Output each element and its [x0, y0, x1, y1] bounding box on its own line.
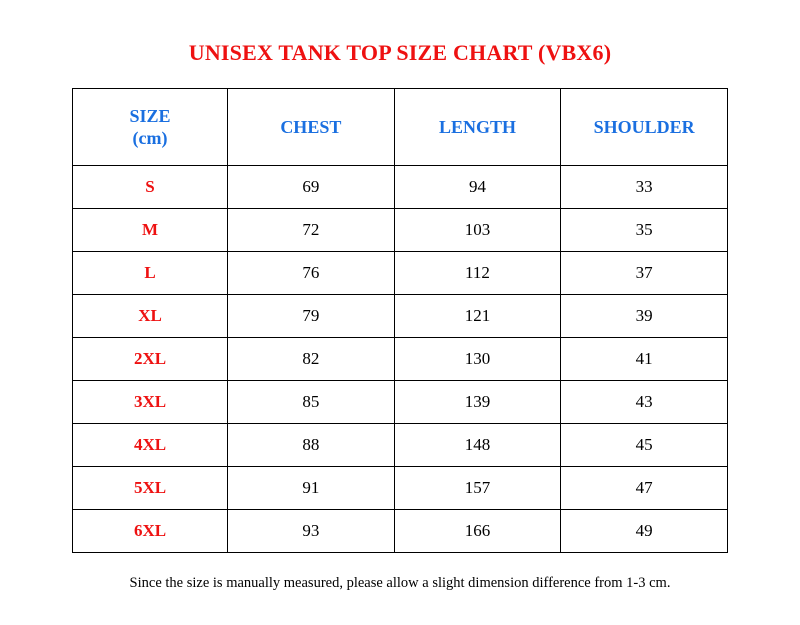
cell-shoulder: 45	[561, 424, 728, 467]
cell-size: S	[73, 166, 228, 209]
cell-shoulder: 37	[561, 252, 728, 295]
column-header-size-line1: SIZE	[129, 105, 171, 126]
table-row	[73, 424, 728, 467]
cell-shoulder: 41	[561, 338, 728, 381]
cell-size: 4XL	[73, 424, 228, 467]
size-chart-table	[72, 88, 728, 553]
table-row	[73, 209, 728, 252]
cell-chest: 88	[228, 424, 395, 467]
table-row	[73, 338, 728, 381]
cell-length: 112	[394, 252, 561, 295]
cell-size: 6XL	[73, 510, 228, 553]
table-row	[73, 166, 728, 209]
column-header-shoulder: SHOULDER	[561, 89, 728, 166]
cell-shoulder: 43	[561, 381, 728, 424]
cell-chest: 79	[228, 295, 395, 338]
cell-size: 2XL	[73, 338, 228, 381]
cell-length: 130	[394, 338, 561, 381]
size-chart-table-wrapper	[0, 66, 800, 553]
cell-shoulder: 39	[561, 295, 728, 338]
table-header	[73, 89, 728, 166]
cell-length: 94	[394, 166, 561, 209]
cell-size: M	[73, 209, 228, 252]
page-title: UNISEX TANK TOP SIZE CHART (VBX6)	[188, 40, 612, 65]
cell-size: XL	[73, 295, 228, 338]
cell-chest: 91	[228, 467, 395, 510]
cell-chest: 93	[228, 510, 395, 553]
cell-shoulder: 47	[561, 467, 728, 510]
table-row	[73, 510, 728, 553]
table-row	[73, 252, 728, 295]
cell-size: 5XL	[73, 467, 228, 510]
cell-shoulder: 35	[561, 209, 728, 252]
table-row	[73, 467, 728, 510]
cell-chest: 76	[228, 252, 395, 295]
column-header-chest: CHEST	[228, 89, 395, 166]
cell-chest: 85	[228, 381, 395, 424]
measurement-disclaimer: Since the size is manually measured, please allow a slight dimension difference from 1-3 cm.	[129, 575, 671, 591]
table-header-row	[73, 89, 728, 166]
column-header-size-line2: (cm)	[132, 128, 168, 148]
cell-chest: 69	[228, 166, 395, 209]
cell-shoulder: 49	[561, 510, 728, 553]
cell-length: 157	[394, 467, 561, 510]
cell-length: 148	[394, 424, 561, 467]
cell-length: 139	[394, 381, 561, 424]
column-header-length: LENGTH	[394, 89, 561, 166]
table-row	[73, 295, 728, 338]
cell-shoulder: 33	[561, 166, 728, 209]
column-header-size	[73, 89, 228, 166]
cell-length: 121	[394, 295, 561, 338]
cell-size: L	[73, 252, 228, 295]
cell-chest: 82	[228, 338, 395, 381]
cell-size: 3XL	[73, 381, 228, 424]
cell-length: 166	[394, 510, 561, 553]
cell-chest: 72	[228, 209, 395, 252]
table-row	[73, 381, 728, 424]
cell-length: 103	[394, 209, 561, 252]
table-body	[73, 166, 728, 553]
